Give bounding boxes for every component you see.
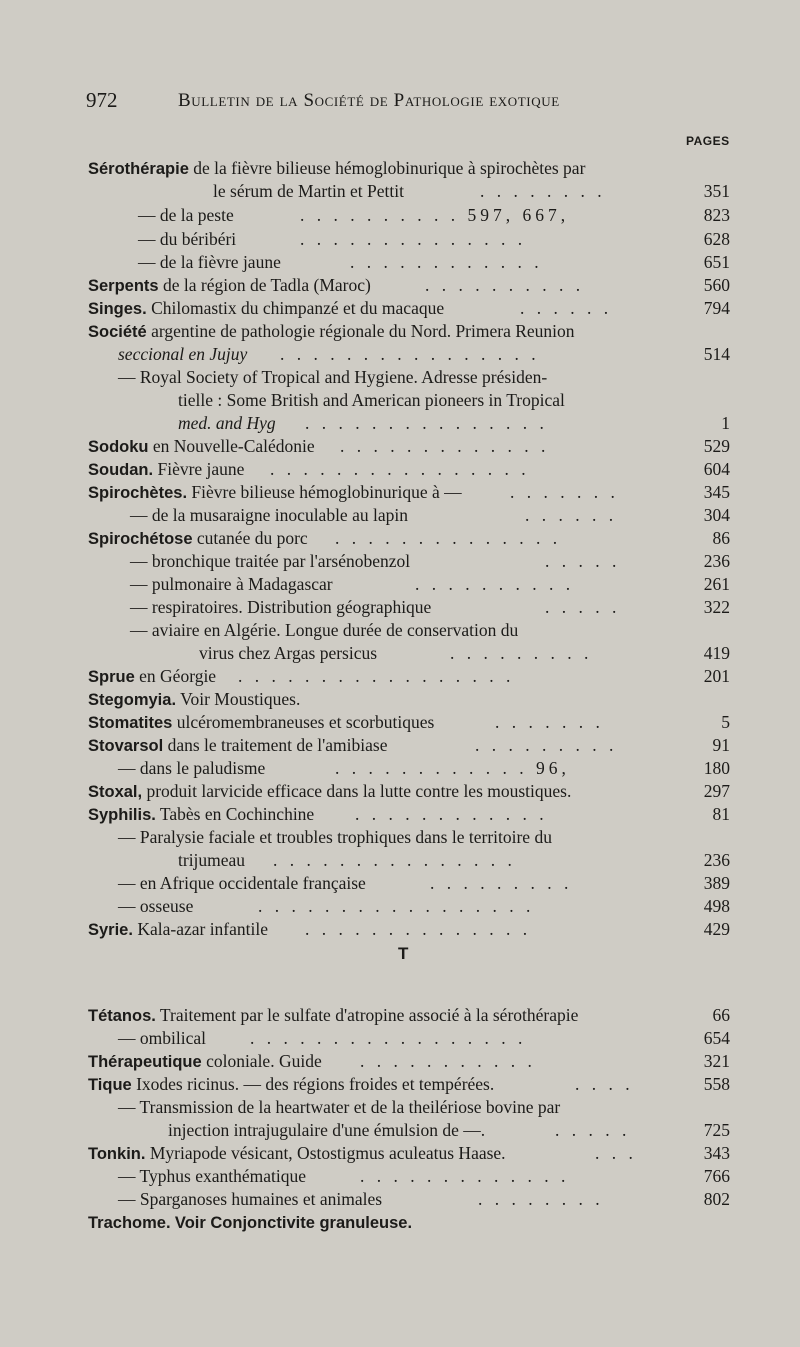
page-ref: 794 (703, 298, 730, 318)
entry-text (118, 1027, 206, 1049)
entry-keyword: Soudan. (88, 461, 154, 479)
page-ref: 322 (703, 597, 730, 617)
page-ref: 343 (703, 1143, 730, 1163)
index-entry (0, 1050, 800, 1072)
entry-text (88, 1004, 578, 1027)
entry-keyword: Sodoku (88, 438, 149, 456)
entry-keyword: Syphilis. (88, 806, 156, 824)
entry-body: Fièvre jaune (157, 459, 245, 479)
entry-keyword: Spirochètes. (88, 484, 188, 502)
leader-dots: . . . . . . (520, 298, 613, 318)
leader-dots: . . . . . . . . . . . (360, 1051, 536, 1071)
page-ref: 81 (712, 804, 730, 824)
leader-dots: . . . . . . . . (478, 1189, 604, 1209)
entry-text (88, 320, 575, 343)
entry-text (178, 389, 565, 411)
page-ref: 429 (703, 919, 730, 939)
entry-text (88, 274, 371, 297)
entry-text (88, 157, 585, 180)
section-letter: T (398, 944, 409, 963)
index-entry (0, 596, 800, 618)
index-entry (0, 826, 800, 848)
leader-dots: . . . . . . . (510, 482, 619, 502)
entry-body: — en Afrique occidentale française (118, 873, 366, 893)
page-ref: 351 (703, 181, 730, 201)
leader-dots: . . . . . . . . . . . . . . . . . (238, 666, 515, 686)
entry-text (118, 895, 193, 917)
entry-text (88, 435, 315, 458)
index-entry (0, 274, 800, 296)
entry-body: Voir Conjonctivite granuleuse. (174, 1214, 413, 1232)
entry-text (130, 504, 408, 526)
leader-dots: . . . . . . . (495, 712, 604, 732)
entry-text (88, 458, 244, 481)
page-ref: 628 (703, 229, 730, 249)
index-entry (0, 157, 800, 179)
entry-body: — Typhus exanthématique (118, 1166, 306, 1186)
page-ref: 651 (703, 252, 730, 272)
page-ref: 529 (703, 436, 730, 456)
entry-body: — de la peste (138, 205, 234, 225)
page-ref: 66 (712, 1005, 730, 1025)
index-entry (0, 481, 800, 503)
page-ref: 236 (703, 850, 730, 870)
leader-dots: . . . . . . . . . . . . . . . . . (250, 1028, 527, 1048)
index-entry (0, 180, 800, 202)
leader-dots: . . . . . . . . . (450, 643, 593, 663)
entry-body: ulcéromembraneuses et scorbutiques (176, 712, 435, 732)
page-ref: 725 (703, 1120, 730, 1140)
leader-dots: . . . . . . . . . . . . . . . . (280, 344, 540, 364)
entry-text (118, 343, 247, 365)
page-ref: 654 (703, 1028, 730, 1048)
page-ref: 345 (703, 482, 730, 502)
page-ref: 823 (703, 205, 730, 225)
entry-keyword: Spirochétose (88, 530, 193, 548)
entry-body: virus chez Argas persicus (199, 643, 378, 663)
page-ref: 766 (703, 1166, 730, 1186)
page-ref: 514 (703, 344, 730, 364)
entry-text (88, 481, 462, 504)
entry-body: — Paralysie faciale et troubles trophiques dans le territoire du (118, 827, 552, 847)
entry-body: en Géorgie (139, 666, 217, 686)
entry-body: Traitement par le sulfate d'atropine associé à la sérothérapie (159, 1005, 579, 1025)
leader-dots: . . . . . . . . (480, 181, 606, 201)
page-number: 972 (86, 88, 118, 112)
leader-dots: . . . . . . . . . (475, 735, 618, 755)
index-entry (0, 1004, 800, 1026)
leader-dots: . . . . . . . . . . . . . (360, 1166, 570, 1186)
entry-body: coloniale. Guide (206, 1051, 322, 1071)
leader-dots: . . . . . . . . . . . . . . . (305, 413, 548, 433)
index-entry (0, 1027, 800, 1049)
entry-body: trijumeau (178, 850, 246, 870)
entry-text (88, 780, 571, 803)
leader-dots: . . . . . (545, 597, 621, 617)
entry-text (138, 204, 234, 226)
entry-text (168, 1119, 485, 1141)
index-entry (0, 734, 800, 756)
entry-body: seccional en Jujuy (118, 344, 248, 364)
index-entry (0, 527, 800, 549)
entry-body: Fièvre bilieuse hémoglobinurique à — (191, 482, 462, 502)
entry-body: — aviaire en Algérie. Longue durée de conservation du (130, 620, 519, 640)
entry-text (138, 228, 236, 250)
index-entry (0, 849, 800, 871)
entry-keyword: Sérothérapie (88, 160, 189, 178)
page-ref: 389 (703, 873, 730, 893)
entry-body: med. and Hyg (178, 413, 276, 433)
leader-dots: . . . . . . (525, 505, 618, 525)
entry-text (88, 1142, 506, 1165)
index-entry (0, 803, 800, 825)
leader-dots: . . . . . (555, 1120, 631, 1140)
page-ref: 321 (703, 1051, 730, 1071)
index-entry (0, 1211, 800, 1233)
entry-text (118, 757, 265, 779)
entry-text (88, 734, 387, 757)
index-entry (0, 251, 800, 273)
index-entry (0, 642, 800, 664)
page-ref: 261 (703, 574, 730, 594)
entry-body: — du béribéri (138, 229, 237, 249)
entry-keyword: Syrie. (88, 921, 133, 939)
entry-text (178, 849, 245, 871)
page-ref: 419 (703, 643, 730, 663)
index-entry (0, 389, 800, 411)
entry-body: — Royal Society of Tropical and Hygiene. Adresse présiden- (118, 367, 548, 387)
entry-body: Chilomastix du chimpanzé et du macaque (151, 298, 445, 318)
entry-body: — Sparganoses humaines et animales (118, 1189, 383, 1209)
entry-text (178, 412, 276, 434)
page-ref: 5 (721, 712, 730, 732)
index-entry (0, 1165, 800, 1187)
index-entry (0, 320, 800, 342)
index-entry (0, 297, 800, 319)
entry-body: cutanée du porc (196, 528, 308, 548)
entry-text (118, 872, 366, 894)
index-entry (0, 711, 800, 733)
page-ref: 304 (703, 505, 730, 525)
entry-body: — respiratoires. Distribution géographique (130, 597, 432, 617)
index-entry (0, 872, 800, 894)
entry-text (88, 1211, 412, 1234)
leader-dots: . . . . . . . . . . . . . . . (273, 850, 516, 870)
leader-dots: . . . (595, 1143, 637, 1163)
entry-text (130, 619, 518, 641)
entry-body: de la fièvre bilieuse hémoglobinurique à spirochètes par (193, 158, 586, 178)
index-entry (0, 412, 800, 434)
index-entry (0, 619, 800, 641)
entry-text (118, 1165, 306, 1187)
entry-keyword: Stegomyia. (88, 691, 177, 709)
index-entry (0, 1119, 800, 1141)
index-entry (0, 918, 800, 940)
leader-dots: . . . . . . . . . (430, 873, 573, 893)
entry-text (213, 180, 404, 202)
index-entry (0, 366, 800, 388)
index-entry (0, 228, 800, 250)
entry-body: — osseuse (118, 896, 194, 916)
page-ref: 1 (721, 413, 730, 433)
entry-text (88, 1073, 494, 1096)
entry-body: en Nouvelle-Calédonie (152, 436, 315, 456)
entry-body: Tabès en Cochinchine (159, 804, 315, 824)
index-entry (0, 1142, 800, 1164)
leader-dots: . . . . . . . . . . . . . . . . . (258, 896, 535, 916)
entry-keyword: Sprue (88, 668, 135, 686)
leader-dots: . . . . . . . . . . . . 96, (335, 758, 570, 778)
entry-body: de la région de Tadla (Maroc) (162, 275, 371, 295)
leader-dots: . . . . . . . . . . 597, 667, (300, 205, 570, 225)
entry-keyword: Tétanos. (88, 1007, 156, 1025)
entry-text (130, 550, 410, 572)
leader-dots: . . . . . . . . . . (415, 574, 575, 594)
index-entry (0, 458, 800, 480)
leader-dots: . . . . . . . . . . . . . . . . (270, 459, 530, 479)
entry-text (118, 366, 547, 388)
entry-keyword: Société (88, 323, 147, 341)
index-entry (0, 343, 800, 365)
entry-text (138, 251, 281, 273)
pages-column-label: PAGES (686, 134, 730, 148)
leader-dots: . . . . . . . . . . . . (355, 804, 548, 824)
index-entry (0, 688, 800, 710)
entry-keyword: Stomatites (88, 714, 173, 732)
index-entry (0, 665, 800, 687)
leader-dots: . . . . . . . . . . . . . (340, 436, 550, 456)
entry-text (130, 573, 333, 595)
index-entry (0, 1096, 800, 1118)
entry-text (88, 1050, 322, 1073)
page-ref: 91 (712, 735, 730, 755)
entry-text (130, 596, 431, 618)
entry-text (88, 297, 444, 320)
page-ref: 498 (703, 896, 730, 916)
entry-body: — de la musaraigne inoculable au lapin (130, 505, 408, 525)
leader-dots: . . . . . . . . . . . . . . (305, 919, 532, 939)
entry-body: argentine de pathologie régionale du Nord. Primera Reunion (151, 321, 575, 341)
page-ref: 560 (703, 275, 730, 295)
entry-keyword: Singes. (88, 300, 147, 318)
entry-body: — pulmonaire à Madagascar (130, 574, 333, 594)
entry-body: — Transmission de la heartwater et de la theilériose bovine par (118, 1097, 561, 1117)
entry-body: injection intrajugulaire d'une émulsion de —. (168, 1120, 486, 1140)
index-entry (0, 550, 800, 572)
entry-keyword: Tique (88, 1076, 132, 1094)
entry-body: Myriapode vésicant, Ostostigmus aculeatus Haase. (149, 1143, 506, 1163)
entry-body: Ixodes ricinus. — des régions froides et tempérées. (136, 1074, 495, 1094)
page-ref: 236 (703, 551, 730, 571)
index-entry (0, 757, 800, 779)
entry-text (88, 918, 268, 941)
entry-text (118, 1096, 560, 1118)
index-entry (0, 780, 800, 802)
index-entry (0, 1073, 800, 1095)
index-entry (0, 1188, 800, 1210)
entry-body: tielle : Some British and American pioneers in Tropical (178, 390, 565, 410)
entry-body: Kala-azar infantile (137, 919, 269, 939)
page-ref: 802 (703, 1189, 730, 1209)
entry-text (118, 826, 552, 848)
index-entry (0, 204, 800, 226)
leader-dots: . . . . . . . . . . . . . . (300, 229, 527, 249)
leader-dots: . . . . . (545, 551, 621, 571)
page-ref: 201 (703, 666, 730, 686)
entry-keyword: Tonkin. (88, 1145, 146, 1163)
page-ref: 86 (712, 528, 730, 548)
entry-body: produit larvicide efficace dans la lutte contre les moustiques. (146, 781, 572, 801)
running-head: Bulletin de la Société de Pathologie exotique (178, 90, 560, 111)
entry-body: dans le traitement de l'amibiase (167, 735, 388, 755)
entry-text (88, 527, 308, 550)
entry-text (88, 688, 300, 711)
entry-body: — de la fièvre jaune (138, 252, 281, 272)
leader-dots: . . . . . . . . . . (425, 275, 585, 295)
entry-body: le sérum de Martin et Pettit (213, 181, 404, 201)
entry-keyword: Serpents (88, 277, 159, 295)
entry-body: — ombilical (118, 1028, 206, 1048)
index-entry (0, 504, 800, 526)
leader-dots: . . . . . . . . . . . . . . (335, 528, 562, 548)
entry-text (88, 711, 434, 734)
entry-text (199, 642, 377, 664)
page-ref: 558 (703, 1074, 730, 1094)
page-ref: 297 (703, 781, 730, 801)
entry-body: — dans le paludisme (118, 758, 266, 778)
page-ref: 604 (703, 459, 730, 479)
entry-text (88, 665, 216, 688)
index-entry (0, 895, 800, 917)
index-entry (0, 573, 800, 595)
entry-keyword: Stovarsol (88, 737, 164, 755)
index-entry (0, 435, 800, 457)
entry-keyword: Thérapeutique (88, 1053, 202, 1071)
leader-dots: . . . . (575, 1074, 634, 1094)
entry-body: — bronchique traitée par l'arsénobenzol (130, 551, 411, 571)
entry-text (118, 1188, 382, 1210)
page-ref: 180 (703, 758, 730, 778)
entry-body: Voir Moustiques. (180, 689, 301, 709)
entry-keyword: Trachome. (88, 1214, 171, 1232)
leader-dots: . . . . . . . . . . . . (350, 252, 543, 272)
entry-text (88, 803, 314, 826)
entry-keyword: Stoxal, (88, 783, 143, 801)
